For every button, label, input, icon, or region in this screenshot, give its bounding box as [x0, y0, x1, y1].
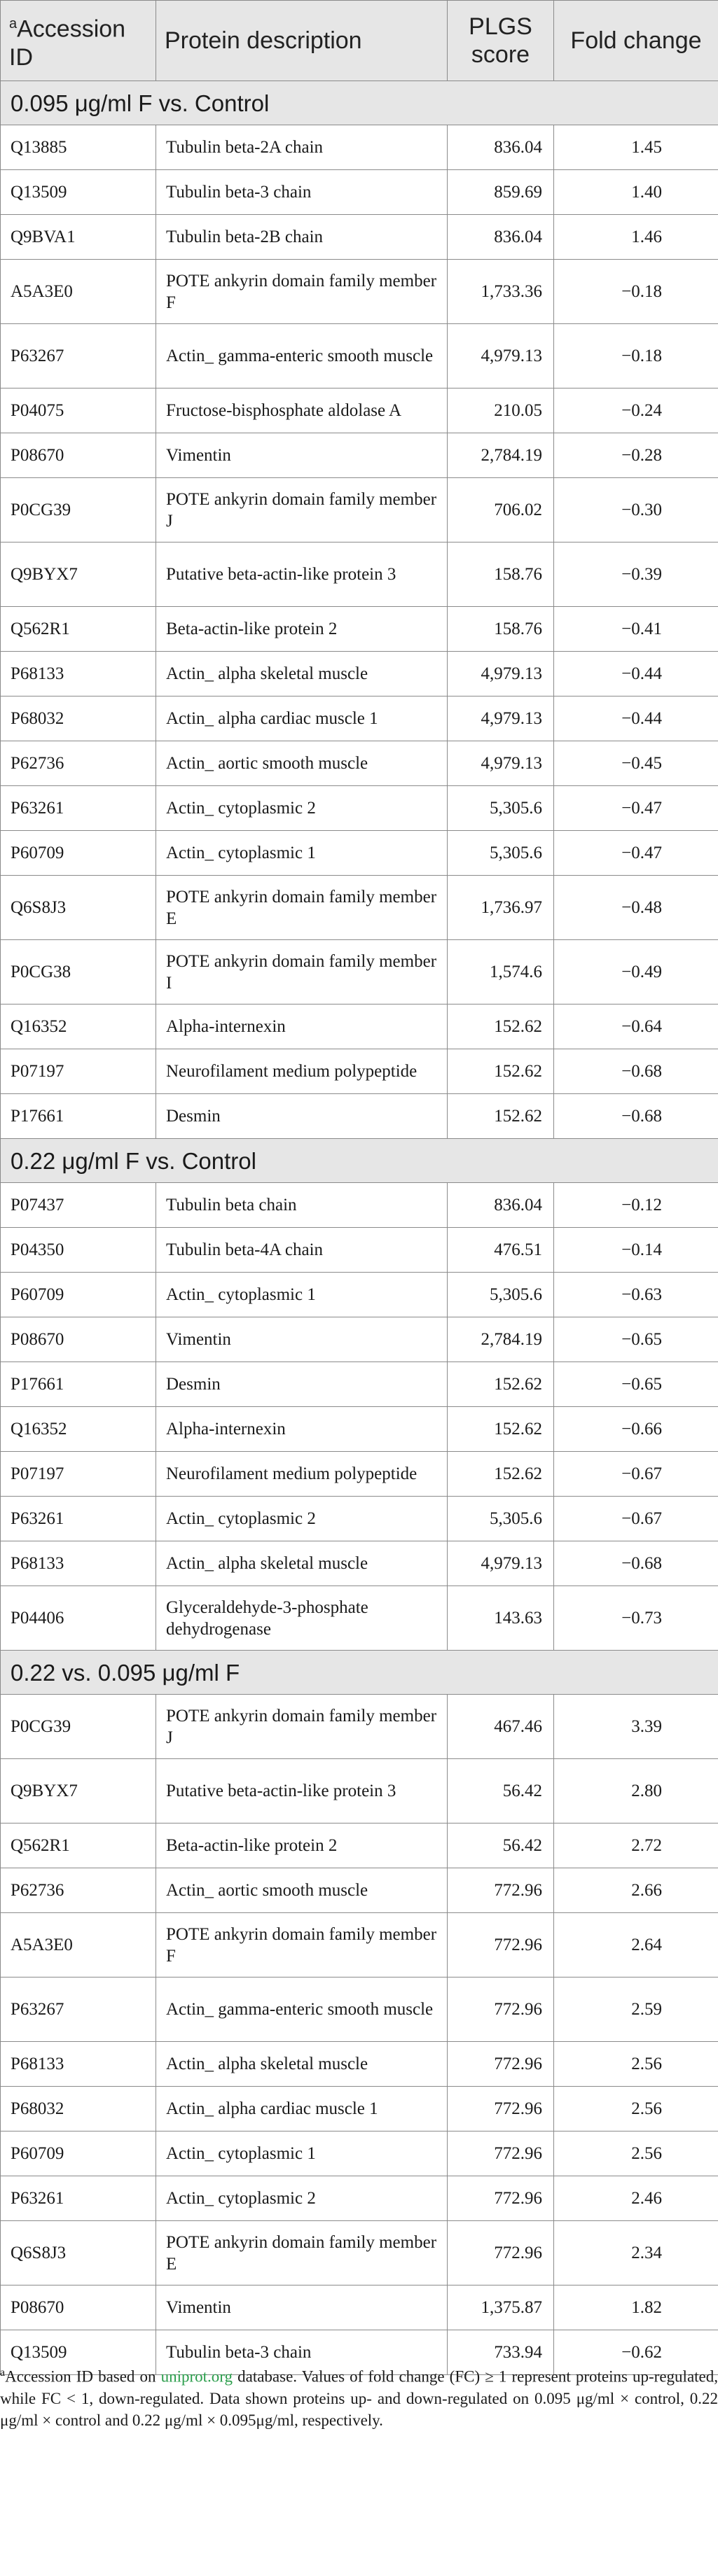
section-header-row	[1, 1651, 718, 1695]
protein-description-cell: Vimentin	[156, 2286, 448, 2330]
accession-id-cell: Q9BVA1	[1, 215, 156, 260]
protein-description-cell: Putative beta-actin-like protein 3	[156, 1759, 448, 1823]
accession-id-cell: P17661	[1, 1362, 156, 1407]
fold-change-cell: 2.46	[554, 2176, 718, 2221]
protein-description-cell: Actin_ alpha skeletal muscle	[156, 2042, 448, 2087]
plgs-score-cell: 772.96	[448, 2132, 554, 2176]
plgs-score-cell: 4,979.13	[448, 741, 554, 786]
fold-change-cell: −0.44	[554, 696, 718, 741]
accession-id-cell: P68032	[1, 2087, 156, 2132]
table-row	[1, 1228, 718, 1273]
protein-description-cell: Actin_ cytoplasmic 2	[156, 786, 448, 831]
plgs-score-cell: 1,736.97	[448, 876, 554, 940]
fold-change-cell: 2.72	[554, 1823, 718, 1868]
fold-change-cell: −0.30	[554, 478, 718, 542]
table-row	[1, 741, 718, 786]
plgs-score-cell: 836.04	[448, 215, 554, 260]
fold-change-cell: 2.59	[554, 1977, 718, 2042]
table-row	[1, 1868, 718, 1913]
plgs-score-cell: 859.69	[448, 170, 554, 215]
fold-change-cell: −0.41	[554, 607, 718, 652]
plgs-score-cell: 706.02	[448, 478, 554, 542]
fold-change-cell: −0.63	[554, 1273, 718, 1317]
accession-id-cell: P63261	[1, 786, 156, 831]
accession-id-cell: P63261	[1, 2176, 156, 2221]
fold-change-cell: 1.40	[554, 170, 718, 215]
plgs-score-cell: 152.62	[448, 1452, 554, 1497]
accession-id-cell: A5A3E0	[1, 1913, 156, 1977]
plgs-score-cell: 152.62	[448, 1049, 554, 1094]
fold-change-cell: 2.64	[554, 1913, 718, 1977]
protein-description-cell: Actin_ alpha cardiac muscle 1	[156, 696, 448, 741]
protein-description-cell: Tubulin beta-4A chain	[156, 1228, 448, 1273]
table-row	[1, 607, 718, 652]
section-header-row	[1, 81, 718, 125]
table-row	[1, 324, 718, 388]
table-row	[1, 1273, 718, 1317]
fold-change-cell: 2.56	[554, 2042, 718, 2087]
table-row	[1, 1317, 718, 1362]
plgs-score-cell: 152.62	[448, 1362, 554, 1407]
accession-id-cell: P0CG39	[1, 478, 156, 542]
accession-id-cell: P07197	[1, 1049, 156, 1094]
protein-description-cell: Beta-actin-like protein 2	[156, 1823, 448, 1868]
accession-id-cell: Q16352	[1, 1004, 156, 1049]
fold-change-cell: −0.65	[554, 1317, 718, 1362]
plgs-score-cell: 476.51	[448, 1228, 554, 1273]
protein-description-cell: Actin_ cytoplasmic 2	[156, 2176, 448, 2221]
table-row	[1, 170, 718, 215]
plgs-score-cell: 1,733.36	[448, 260, 554, 324]
plgs-score-cell: 5,305.6	[448, 831, 554, 876]
table-row	[1, 2132, 718, 2176]
accession-id-cell: Q6S8J3	[1, 2221, 156, 2286]
fold-change-cell: 1.46	[554, 215, 718, 260]
plgs-score-cell: 4,979.13	[448, 652, 554, 696]
protein-description-cell: Actin_ aortic smooth muscle	[156, 1868, 448, 1913]
plgs-score-cell: 733.94	[448, 2330, 554, 2375]
protein-description-cell: Actin_ aortic smooth muscle	[156, 741, 448, 786]
table-row	[1, 478, 718, 542]
table-row	[1, 1695, 718, 1759]
table-row	[1, 2286, 718, 2330]
table-row	[1, 1004, 718, 1049]
table-row	[1, 1497, 718, 1541]
fold-change-cell: −0.14	[554, 1228, 718, 1273]
accession-id-cell: P04350	[1, 1228, 156, 1273]
accession-id-cell: P68133	[1, 2042, 156, 2087]
table-row	[1, 542, 718, 607]
table-row	[1, 1049, 718, 1094]
fold-change-cell: −0.68	[554, 1541, 718, 1586]
fold-change-cell: −0.73	[554, 1586, 718, 1651]
plgs-score-cell: 152.62	[448, 1004, 554, 1049]
protein-description-cell: Vimentin	[156, 433, 448, 478]
plgs-score-cell: 772.96	[448, 1868, 554, 1913]
section-header-row	[1, 1139, 718, 1183]
accession-id-cell: P07437	[1, 1183, 156, 1228]
plgs-score-cell: 2,784.19	[448, 433, 554, 478]
accession-id-cell: P08670	[1, 433, 156, 478]
header-fold-change: Fold change	[554, 1, 718, 81]
plgs-score-cell: 5,305.6	[448, 786, 554, 831]
protein-description-cell: Tubulin beta-3 chain	[156, 170, 448, 215]
fold-change-cell: −0.67	[554, 1452, 718, 1497]
protein-description-cell: Actin_ cytoplasmic 1	[156, 2132, 448, 2176]
plgs-score-cell: 5,305.6	[448, 1497, 554, 1541]
fold-change-cell: −0.68	[554, 1049, 718, 1094]
fold-change-cell: −0.45	[554, 741, 718, 786]
section-title: 0.095 μg/ml F vs. Control	[1, 81, 718, 125]
header-protein-description: Protein description	[156, 1, 448, 81]
plgs-score-cell: 772.96	[448, 2087, 554, 2132]
plgs-score-cell: 1,574.6	[448, 940, 554, 1004]
fold-change-cell: −0.47	[554, 831, 718, 876]
accession-id-cell: Q9BYX7	[1, 1759, 156, 1823]
fold-change-cell: 1.82	[554, 2286, 718, 2330]
table-row	[1, 388, 718, 433]
protein-description-cell: POTE ankyrin domain family member F	[156, 260, 448, 324]
table-row	[1, 2221, 718, 2286]
accession-id-cell: P0CG38	[1, 940, 156, 1004]
table-row	[1, 1094, 718, 1139]
protein-description-cell: Fructose-bisphosphate aldolase A	[156, 388, 448, 433]
fold-change-cell: −0.64	[554, 1004, 718, 1049]
fold-change-cell: 2.56	[554, 2132, 718, 2176]
accession-id-cell: P60709	[1, 831, 156, 876]
accession-id-cell: Q9BYX7	[1, 542, 156, 607]
plgs-score-cell: 1,375.87	[448, 2286, 554, 2330]
table-row	[1, 433, 718, 478]
fold-change-cell: −0.65	[554, 1362, 718, 1407]
protein-description-cell: POTE ankyrin domain family member E	[156, 2221, 448, 2286]
accession-id-cell: P60709	[1, 1273, 156, 1317]
table-row	[1, 1586, 718, 1651]
table-row	[1, 940, 718, 1004]
protein-description-cell: Glyceraldehyde-3-phosphate dehydrogenase	[156, 1586, 448, 1651]
plgs-score-cell: 772.96	[448, 1977, 554, 2042]
accession-id-cell: P08670	[1, 2286, 156, 2330]
protein-description-cell: Beta-actin-like protein 2	[156, 607, 448, 652]
protein-description-cell: Actin_ cytoplasmic 2	[156, 1497, 448, 1541]
table-body	[1, 81, 718, 2375]
accession-id-cell: Q16352	[1, 1407, 156, 1452]
accession-id-cell: P63267	[1, 324, 156, 388]
table-row	[1, 1913, 718, 1977]
table-row	[1, 2087, 718, 2132]
accession-id-cell: Q13509	[1, 2330, 156, 2375]
fold-change-cell: −0.48	[554, 876, 718, 940]
protein-description-cell: Actin_ alpha cardiac muscle 1	[156, 2087, 448, 2132]
plgs-score-cell: 772.96	[448, 1913, 554, 1977]
table-row	[1, 260, 718, 324]
protein-description-cell: Putative beta-actin-like protein 3	[156, 542, 448, 607]
plgs-score-cell: 772.96	[448, 2176, 554, 2221]
table-row	[1, 696, 718, 741]
table-row	[1, 2176, 718, 2221]
plgs-score-cell: 152.62	[448, 1407, 554, 1452]
fold-change-cell: 2.66	[554, 1868, 718, 1913]
accession-id-cell: Q13885	[1, 125, 156, 170]
table-row	[1, 1823, 718, 1868]
table-footnote: $^a$Accession ID based on uniprot.org database. Values of fold change (FC) ≥ 1 represent proteins up-regulated, while FC < 1, down-regulated. Data shown proteins up- and down-regulated on 0.095 μg/ml × control, 0.22 μg/ml × control and 0.22 μg/ml × 0.095μg/ml, respectively.	[0, 2367, 718, 2429]
accession-id-cell: P60709	[1, 2132, 156, 2176]
plgs-score-cell: 56.42	[448, 1823, 554, 1868]
accession-id-cell: Q13509	[1, 170, 156, 215]
plgs-score-cell: 772.96	[448, 2042, 554, 2087]
plgs-score-cell: 143.63	[448, 1586, 554, 1651]
plgs-score-cell: 836.04	[448, 125, 554, 170]
protein-description-cell: Actin_ gamma-enteric smooth muscle	[156, 1977, 448, 2042]
protein-description-cell: Tubulin beta-2A chain	[156, 125, 448, 170]
accession-id-cell: P68133	[1, 1541, 156, 1586]
protein-description-cell: Neurofilament medium polypeptide	[156, 1049, 448, 1094]
accession-id-cell: P04406	[1, 1586, 156, 1651]
protein-description-cell: POTE ankyrin domain family member I	[156, 940, 448, 1004]
protein-description-cell: POTE ankyrin domain family member J	[156, 478, 448, 542]
fold-change-cell: −0.67	[554, 1497, 718, 1541]
table-row	[1, 652, 718, 696]
protein-description-cell: POTE ankyrin domain family member J	[156, 1695, 448, 1759]
plgs-score-cell: 2,784.19	[448, 1317, 554, 1362]
accession-id-cell: Q562R1	[1, 1823, 156, 1868]
fold-change-cell: 2.34	[554, 2221, 718, 2286]
fold-change-cell: 1.45	[554, 125, 718, 170]
protein-description-cell: Tubulin beta-3 chain	[156, 2330, 448, 2375]
fold-change-cell: −0.49	[554, 940, 718, 1004]
fold-change-cell: −0.47	[554, 786, 718, 831]
plgs-score-cell: 5,305.6	[448, 1273, 554, 1317]
table-row	[1, 786, 718, 831]
accession-id-cell: P62736	[1, 1868, 156, 1913]
protein-description-cell: POTE ankyrin domain family member E	[156, 876, 448, 940]
fold-change-cell: −0.44	[554, 652, 718, 696]
accession-id-cell: P07197	[1, 1452, 156, 1497]
header-plgs-score: PLGS score	[448, 1, 554, 81]
protein-description-cell: Actin_ alpha skeletal muscle	[156, 652, 448, 696]
protein-description-cell: Alpha-internexin	[156, 1407, 448, 1452]
table-row	[1, 2042, 718, 2087]
fold-change-cell: −0.39	[554, 542, 718, 607]
protein-description-cell: Alpha-internexin	[156, 1004, 448, 1049]
protein-description-cell: Actin_ gamma-enteric smooth muscle	[156, 324, 448, 388]
table-row	[1, 1452, 718, 1497]
plgs-score-cell: 4,979.13	[448, 696, 554, 741]
table-row	[1, 215, 718, 260]
table-row	[1, 1407, 718, 1452]
table-row	[1, 1362, 718, 1407]
protein-description-cell: Neurofilament medium polypeptide	[156, 1452, 448, 1497]
protein-description-cell: Vimentin	[156, 1317, 448, 1362]
accession-id-cell: A5A3E0	[1, 260, 156, 324]
fold-change-cell: −0.24	[554, 388, 718, 433]
table-row	[1, 1759, 718, 1823]
fold-change-cell: −0.62	[554, 2330, 718, 2375]
fold-change-cell: −0.18	[554, 324, 718, 388]
fold-change-cell: 2.80	[554, 1759, 718, 1823]
table-row	[1, 125, 718, 170]
accession-id-cell: P68032	[1, 696, 156, 741]
fold-change-cell: −0.12	[554, 1183, 718, 1228]
fold-change-cell: −0.68	[554, 1094, 718, 1139]
accession-id-cell: P62736	[1, 741, 156, 786]
table-header-row	[1, 1, 718, 81]
fold-change-cell: −0.28	[554, 433, 718, 478]
plgs-score-cell: 56.42	[448, 1759, 554, 1823]
plgs-score-cell: 4,979.13	[448, 324, 554, 388]
uniprot-link[interactable]: uniprot.org	[160, 2367, 233, 2386]
protein-description-cell: POTE ankyrin domain family member F	[156, 1913, 448, 1977]
table-row	[1, 1541, 718, 1586]
protein-description-cell: Actin_ alpha skeletal muscle	[156, 1541, 448, 1586]
protein-description-cell: Tubulin beta-2B chain	[156, 215, 448, 260]
protein-description-cell: Desmin	[156, 1094, 448, 1139]
accession-id-cell: P04075	[1, 388, 156, 433]
accession-id-cell: Q6S8J3	[1, 876, 156, 940]
plgs-score-cell: 772.96	[448, 2221, 554, 2286]
table-row	[1, 1183, 718, 1228]
accession-id-cell: P17661	[1, 1094, 156, 1139]
plgs-score-cell: 158.76	[448, 542, 554, 607]
table-row	[1, 876, 718, 940]
protein-description-cell: Desmin	[156, 1362, 448, 1407]
accession-id-cell: P08670	[1, 1317, 156, 1362]
fold-change-cell: −0.18	[554, 260, 718, 324]
protein-description-cell: Actin_ cytoplasmic 1	[156, 831, 448, 876]
protein-description-cell: Tubulin beta chain	[156, 1183, 448, 1228]
accession-id-cell: P68133	[1, 652, 156, 696]
plgs-score-cell: 152.62	[448, 1094, 554, 1139]
section-title: 0.22 vs. 0.095 μg/ml F	[1, 1651, 718, 1695]
accession-id-cell: P0CG39	[1, 1695, 156, 1759]
fold-change-cell: 2.56	[554, 2087, 718, 2132]
header-accession-id: $^a$Accession ID	[1, 1, 156, 81]
fold-change-cell: −0.66	[554, 1407, 718, 1452]
table-row	[1, 831, 718, 876]
accession-id-cell: Q562R1	[1, 607, 156, 652]
section-title: 0.22 μg/ml F vs. Control	[1, 1139, 718, 1183]
table-row	[1, 1977, 718, 2042]
protein-description-cell: Actin_ cytoplasmic 1	[156, 1273, 448, 1317]
plgs-score-cell: 836.04	[448, 1183, 554, 1228]
fold-change-cell: 3.39	[554, 1695, 718, 1759]
plgs-score-cell: 4,979.13	[448, 1541, 554, 1586]
plgs-score-cell: 158.76	[448, 607, 554, 652]
accession-id-cell: P63261	[1, 1497, 156, 1541]
plgs-score-cell: 467.46	[448, 1695, 554, 1759]
plgs-score-cell: 210.05	[448, 388, 554, 433]
accession-id-cell: P63267	[1, 1977, 156, 2042]
